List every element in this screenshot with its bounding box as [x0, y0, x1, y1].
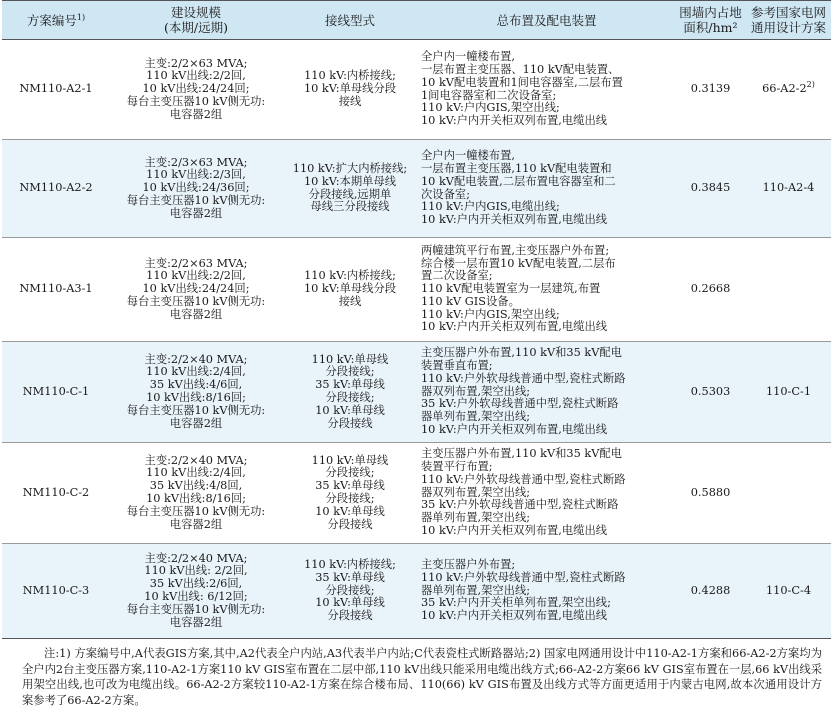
layout-line: 器单列布置,架空出线; [421, 511, 531, 525]
scheme-id-cell [2, 140, 110, 238]
scale-cell [110, 544, 282, 639]
wiring-cell [282, 40, 418, 140]
layout-line: 35 kV:户内开关柜单列布置,架空出线; [421, 596, 611, 610]
scale-line: 10 kV出线:8/16回; [146, 391, 246, 404]
layout-line: 一层布置主变压器,110 kV配电装置和 [421, 161, 612, 175]
layout-cell [418, 140, 675, 238]
scale-line: 每台主变压器10 kV侧无功: [126, 94, 266, 108]
layout-line: 35 kV:户外软母线普通中型,瓷柱式断路 [421, 397, 619, 411]
layout-line: 10 kV:户内开关柜双列布置,电缆出线 [421, 320, 608, 334]
layout-line: 10 kV:户内开关柜双列布置,电缆出线 [421, 213, 608, 227]
scale-line: 主变:2/3×63 MVA; [144, 155, 248, 169]
wiring-cell [282, 238, 418, 342]
scale-line: 主变:2/2×63 MVA; [144, 56, 248, 70]
scale-line: 每台主变压器10 kV侧无功: [126, 602, 266, 616]
layout-line: 10 kV:户内开关柜双列布置,电缆出线 [421, 609, 608, 623]
wiring-line: 分段接线 [327, 517, 373, 531]
scale-cell [110, 40, 282, 140]
wiring-line: 110 kV:内桥接线; [304, 269, 396, 283]
scale-line: 10 kV出线: 6/12回; [144, 590, 248, 603]
layout-line: 10 kV配电装置,二层布置电容器室和二 [421, 174, 616, 188]
header-scheme-id: 方案编号$^{1)}$ [2, 1, 110, 40]
area-value: 0.3139 [690, 82, 731, 96]
layout-line: 主变压器户外布置,110 kV和35 kV配电 [421, 447, 622, 461]
scale-cell [110, 342, 282, 443]
scale-line: 10 kV出线:8/16回; [146, 492, 246, 505]
scale-line: 电容器2组 [169, 206, 223, 220]
scale-line: 电容器2组 [169, 416, 223, 430]
layout-line: 两幢建筑平行布置,主变压器户外布置; [421, 243, 610, 257]
table-row [2, 342, 831, 443]
wiring-line: 分段接线; [325, 492, 375, 505]
layout-line: 10 kV:户内开关柜双列布置,电缆出线 [421, 422, 608, 436]
layout-cell [418, 443, 675, 544]
scheme-table [2, 0, 831, 639]
scale-line: 每台主变压器10 kV侧无功: [126, 193, 266, 207]
scale-line: 10 kV出线:24/36回; [142, 181, 250, 195]
wiring-line: 110 kV:内桥接线; [304, 69, 396, 83]
layout-line: 10 kV:户内开关柜双列布置,电缆出线 [421, 523, 608, 537]
scheme-id: NM110-C-2 [22, 485, 90, 499]
area-cell [675, 443, 746, 544]
reference-cell [746, 342, 831, 443]
scale-line: 110 kV出线:2/2回, [146, 69, 246, 83]
scale-line: 110 kV出线:2/2回, [146, 269, 246, 283]
layout-line: 110 kV配电装置室为一层建筑,布置 [421, 282, 601, 296]
scale-line: 110 kV出线:2/4回, [146, 466, 246, 480]
scale-line: 每台主变压器10 kV侧无功: [126, 294, 266, 308]
wiring-line: 母线三分段接线 [310, 200, 390, 214]
scheme-id-cell [2, 342, 110, 443]
scale-line: 10 kV出线:24/24回; [142, 282, 250, 296]
wiring-line: 10 kV:单母线分段 [303, 282, 397, 296]
table-row [2, 40, 831, 140]
scale-line: 35 kV出线:2/6回, [149, 577, 243, 591]
table-header-row [2, 1, 831, 40]
layout-line: 置二次设备室; [421, 269, 493, 283]
layout-cell [418, 40, 675, 140]
wiring-line: 分段接线 [327, 416, 373, 430]
area-cell [675, 140, 746, 238]
scale-line: 每台主变压器10 kV侧无功: [126, 504, 266, 518]
area-value: 0.3845 [690, 181, 731, 195]
scale-line: 主变:2/2×40 MVA; [144, 551, 248, 565]
wiring-cell [282, 544, 418, 639]
scale-line: 35 kV出线:4/8回, [149, 479, 243, 493]
layout-line: 110 kV:户内GIS,架空出线; [421, 307, 560, 321]
scheme-id-cell [2, 238, 110, 342]
layout-line: 110 kV:户内GIS,架空出线; [421, 101, 560, 115]
layout-line: 一层布置主变压器、110 kV配电装置、 [421, 62, 620, 76]
scale-line: 电容器2组 [169, 307, 223, 321]
scale-line: 110 kV出线: 2/2回, [144, 564, 248, 578]
layout-line: 全户内一幢楼布置, [421, 50, 515, 64]
layout-cell [418, 544, 675, 639]
reference-value: 110-C-4 [765, 583, 812, 597]
area-cell [675, 342, 746, 443]
scale-line: 110 kV出线:2/4回, [146, 365, 246, 379]
scheme-id-cell [2, 443, 110, 544]
reference-footnote-mark: 2) [806, 80, 815, 90]
wiring-line: 110 kV:内桥接线; [304, 558, 396, 571]
table-row [2, 443, 831, 544]
layout-line: 110 kV GIS设备。 [421, 294, 520, 308]
layout-line: 器单列布置,架空出线; [421, 410, 531, 424]
wiring-line: 10 kV:单母线 [315, 403, 385, 417]
area-value: 0.4288 [690, 583, 731, 597]
table-footnote: 注:1) 方案编号中,A代表GIS方案,其中,A2代表全户内站,A3代表半户内站;C代表瓷柱式断路器站;2) 国家电网通用设计中110-A2-1方案和66-A2-2方案均为全户内2台主变压器方案,110-A2-1方案110 kV GIS室布置在二层中部,110 kV出线只能采用电缆出线方式;66-A2-2方案66 kV GIS室布置在一层,66 kV出线采用架空出线,也可改为电缆出线。66-A2-2方案较110-A2-1方案在综合楼布局、110(66) kV GIS布置及出线方式等方面更适用于内蒙古电网,故本次通用设计方案参考了66-A2-2方案。 [22, 647, 822, 707]
layout-line: 110 kV:户外软母线普通中型,瓷柱式断路 [421, 371, 626, 385]
wiring-line: 35 kV:单母线 [315, 479, 385, 493]
wiring-line: 10 kV:单母线 [315, 596, 385, 610]
scheme-id: NM110-A2-1 [19, 82, 93, 96]
scale-cell [110, 443, 282, 544]
scale-line: 10 kV出线:24/24回; [142, 82, 250, 96]
header-wiring: 接线型式 [282, 1, 418, 40]
layout-line: 装置平行布置; [421, 460, 493, 473]
wiring-line: 接线 [338, 294, 362, 308]
scale-line: 电容器2组 [169, 615, 223, 629]
wiring-line: 110 kV:单母线 [311, 453, 389, 467]
table-row [2, 544, 831, 639]
layout-line: 110 kV:户外软母线普通中型,瓷柱式断路 [421, 472, 626, 486]
wiring-line: 10 kV:单母线 [315, 504, 385, 518]
wiring-line: 分段接线; [325, 391, 375, 404]
layout-line: 器双列布置,架空出线; [421, 485, 531, 499]
wiring-line: 35 kV:单母线 [315, 570, 385, 584]
scheme-id: NM110-C-3 [22, 583, 90, 597]
reference-cell [746, 40, 831, 140]
wiring-cell [282, 140, 418, 238]
layout-line: 110 kV:户内GIS,电缆出线; [421, 200, 560, 214]
wiring-line: 110 kV:单母线 [311, 352, 389, 366]
area-cell [675, 40, 746, 140]
reference-cell [746, 443, 831, 544]
layout-line: 主变压器户外布置,110 kV和35 kV配电 [421, 346, 622, 360]
scheme-id: NM110-A3-1 [19, 282, 93, 296]
wiring-line: 10 kV:本期单母线 [303, 174, 397, 188]
wiring-line: 10 kV:单母线分段 [303, 82, 397, 96]
layout-line: 综合楼一层布置10 kV配电装置,二层布 [421, 256, 616, 270]
wiring-line: 分段接线,远期单 [308, 187, 392, 201]
reference-value: 110-A2-4 [762, 181, 815, 195]
scale-cell [110, 238, 282, 342]
wiring-line: 分段接线; [325, 466, 375, 480]
scale-line: 电容器2组 [169, 517, 223, 531]
scale-line: 主变:2/2×40 MVA; [144, 453, 248, 467]
layout-line: 1间电容器室和二次设备室; [421, 88, 557, 102]
table-row [2, 140, 831, 238]
wiring-line: 分段接线; [325, 583, 375, 597]
layout-line: 10 kV:户内开关柜双列布置,电缆出线 [421, 114, 608, 128]
reference-cell [746, 238, 831, 342]
layout-line: 10 kV配电装置和1间电容器室,二层布置 [421, 75, 623, 89]
scale-line: 主变:2/2×63 MVA; [144, 256, 248, 270]
wiring-line: 接线 [338, 94, 362, 108]
area-value: 0.2668 [690, 282, 731, 296]
table-row [2, 238, 831, 342]
reference-value: 110-C-1 [765, 384, 812, 398]
layout-line: 35 kV:户外软母线普通中型,瓷柱式断路 [421, 498, 619, 512]
layout-cell [418, 342, 675, 443]
area-value: 0.5303 [690, 384, 731, 398]
reference-cell [746, 544, 831, 639]
scale-line: 电容器2组 [169, 107, 223, 121]
layout-line: 装置垂直布置; [421, 359, 493, 372]
layout-line: 器单列布置,架空出线; [421, 583, 531, 597]
scheme-id: NM110-A2-2 [19, 181, 93, 195]
scale-cell [110, 140, 282, 238]
header-scale: 建设规模 (本期/远期) [110, 1, 282, 40]
reference-cell [746, 140, 831, 238]
scheme-id-cell [2, 544, 110, 639]
wiring-line: 110 kV:扩大内桥接线; [292, 161, 408, 175]
layout-line: 主变压器户外布置; [421, 558, 516, 571]
header-layout: 总布置及配电装置 [418, 1, 675, 40]
scheme-id-cell [2, 40, 110, 140]
layout-line: 110 kV:户外软母线普通中型,瓷柱式断路 [421, 570, 626, 584]
header-area: 围墙内占地 面积/hm² [675, 1, 746, 40]
scale-line: 每台主变压器10 kV侧无功: [126, 403, 266, 417]
scale-line: 110 kV出线:2/3回, [146, 168, 246, 182]
scale-line: 35 kV出线:4/6回, [149, 378, 243, 392]
wiring-line: 35 kV:单母线 [315, 378, 385, 392]
layout-cell [418, 238, 675, 342]
layout-line: 器双列布置,架空出线; [421, 384, 531, 398]
layout-line: 次设备室; [421, 187, 470, 201]
header-reference: 参考国家电网 通用设计方案 [746, 1, 831, 40]
wiring-line: 分段接线; [325, 365, 375, 379]
wiring-cell [282, 342, 418, 443]
layout-line: 全户内一幢楼布置, [421, 149, 515, 163]
area-cell [675, 544, 746, 639]
wiring-line: 分段接线 [327, 609, 373, 623]
wiring-cell [282, 443, 418, 544]
area-cell [675, 238, 746, 342]
scheme-id: NM110-C-1 [22, 384, 90, 398]
area-value: 0.5880 [690, 485, 731, 499]
scale-line: 主变:2/2×40 MVA; [144, 352, 248, 366]
reference-value: 66-A2-2 [762, 82, 807, 96]
